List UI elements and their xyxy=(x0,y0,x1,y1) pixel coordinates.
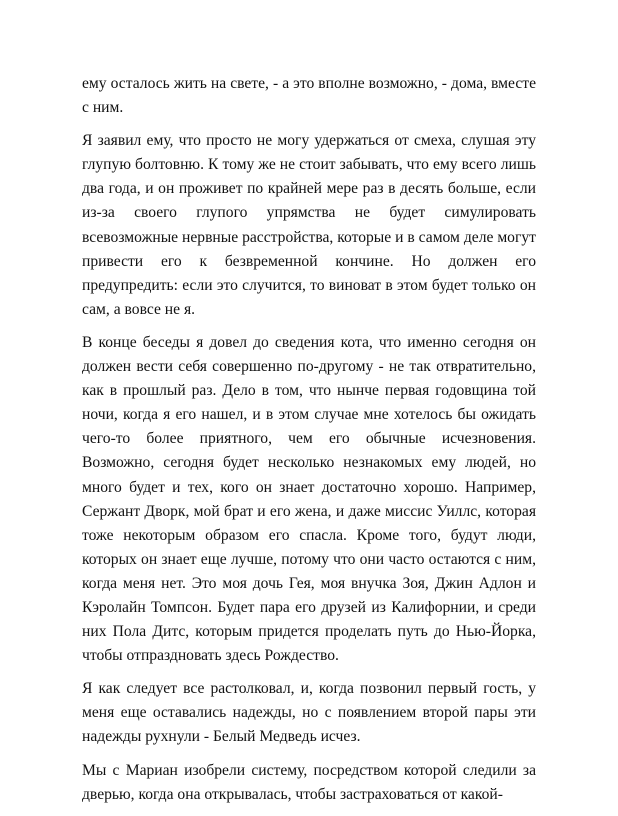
paragraph: ему осталось жить на свете, - а это вполне возможно, - дома, вместе с ним. xyxy=(82,75,536,117)
paragraph: Я как следует все растолковал, и, когда позвонил первый гость, у меня еще оставались надежды, но с появлением второй пары эти надежды рухнули - Белый Медведь исчез. xyxy=(82,680,536,746)
body-text xyxy=(82,72,536,816)
paragraph: В конце беседы я довел до сведения кота, что именно сегодня он должен вести себя совершенно по-другому - не так отвратительно, как в прошлый раз. Дело в том, что нынче первая годовщина той ночи, когда я его нашел, и в этом случае мне хотелось бы ожидать чего-то более приятного, чем его обычные исчезновения. Возможно, сегодня будет несколько незнакомых ему людей, но много будет и тех, кого он знает достаточно хорошо. Например, Сержант Дворк, мой брат и его жена, и даже миссис Уиллс, которая тоже некоторым образом его спасла. Кроме того, будут люди, которых он знает еще лучше, потому что они часто остаются с ним, когда меня нет. Это моя дочь Гея, моя внучка Зоя, Джин Адлон и Кэролайн Томпсон. Будет пара его друзей из Калифорнии, и среди них Пола Дитс, которым придется проделать путь до Нью-Йорка, чтобы отпраздновать здесь Рождество. xyxy=(82,333,536,665)
paragraph: Мы с Мариан изобрели систему, посредством которой следили за дверью, когда она открывалась, чтобы застраховаться от какой- xyxy=(82,761,536,803)
paragraph: Я заявил ему, что просто не могу удержаться от смеха, слушая эту глупую болтовню. К тому же не стоит забывать, что ему всего лишь два года, и он проживет по крайней мере раз в десять больше, если из-за своего глупого упрямства не будет симулировать всевозможные нервные расстройства, которые и в самом деле могут привести его к безвременной кончине. Но должен его предупредить: если это случится, то виноват в этом будет только он сам, а вовсе не я. xyxy=(82,132,536,318)
